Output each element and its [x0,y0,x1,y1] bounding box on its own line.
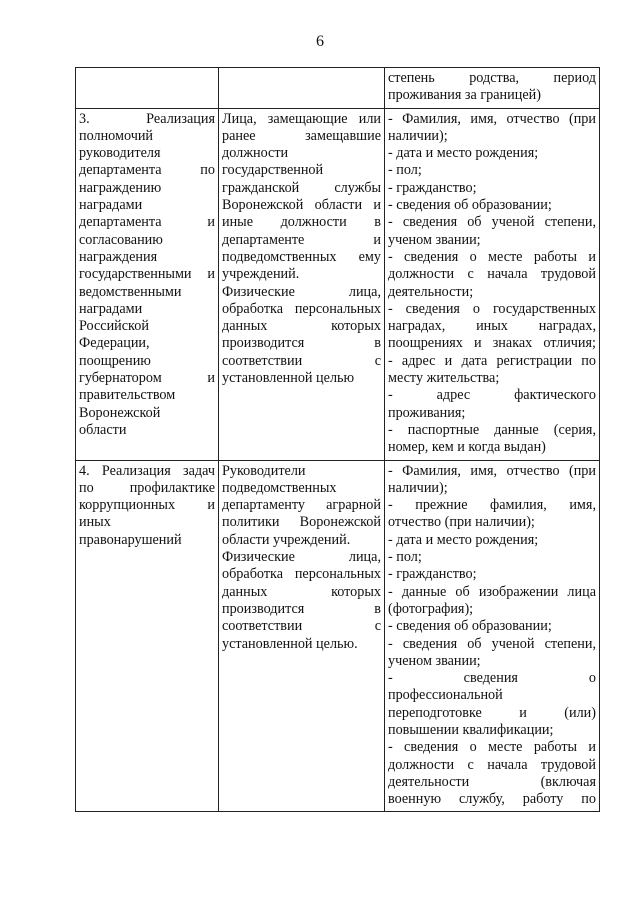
text-line: - сведения о государственных [388,300,596,317]
text-line: Физические лица, [222,549,381,566]
text-line: должности с начала трудовой [388,266,596,283]
text-line: согласованию [79,231,163,248]
text-line: руководителя [79,145,161,162]
text-line: - дата и место рождения; [388,531,539,548]
text-line: должности [222,145,289,162]
text-line: - пол; [388,162,422,179]
subjects-cell [219,460,385,812]
text-line: наградах, иных наградах, [388,318,596,335]
subjects-cell [219,108,385,460]
text-line: - гражданство; [388,179,477,196]
text-line: Физические лица, [222,283,381,300]
table-row [76,108,600,460]
text-line: переподготовке и (или) [388,704,596,721]
text-line: 4. Реализация задач [79,462,215,479]
text-line: департамента по [79,162,215,179]
table-row [76,460,600,812]
text-line: - паспортные данные (серия, [388,421,596,438]
text-line: - Фамилия, имя, отчество (при [388,462,596,479]
text-line: проживания; [388,404,466,421]
text-line: подведомственных ему [222,248,381,265]
text-line: - пол; [388,549,422,566]
text-line: поощрению [79,352,151,369]
text-line: - сведения о месте работы и [388,248,596,265]
text-line: данных которых [222,583,381,600]
text-line: награждению [79,179,162,196]
text-line: правительством [79,387,176,404]
text-line: по профилактике [79,479,215,496]
text-line: Воронежской [79,404,161,421]
text-line: Воронежской области и [222,197,381,214]
text-line: Российской [79,318,149,335]
text-line: ученом звании; [388,231,481,248]
text-line: отчество (при наличии); [388,514,535,531]
text-line: поощрениях и знаках отличия; [388,335,596,352]
text-line: области [79,421,127,438]
text-line: государственной [222,162,324,179]
text-line: производится в [222,335,381,352]
text-line: установленной целью. [222,635,358,652]
table-body [76,68,600,812]
text-line: номер, кем и когда выдан) [388,439,546,456]
text-line: - сведения об ученой степени, [388,635,596,652]
text-line: 3. Реализация [79,110,215,127]
text-line: - адрес фактического [388,387,596,404]
text-line: - данные об изображении лица [388,583,596,600]
purpose-cell [76,68,219,109]
text-line: производится в [222,600,381,617]
text-line: государственными и [79,266,215,283]
text-line: подведомственных [222,479,337,496]
text-line: повышении квалификации; [388,721,554,738]
text-line: политики Воронежской [222,514,381,531]
text-line: департаменте и [222,231,381,248]
text-line: наличии); [388,479,448,496]
text-line: обработка персональных [222,566,381,583]
text-line: профессиональной [388,687,503,704]
text-line: Руководители [222,462,306,479]
text-line: учреждений. [222,266,300,283]
text-line: данных которых [222,318,381,335]
text-line: гражданской службы [222,179,381,196]
text-line: обработка персональных [222,300,381,317]
text-line: проживания за границей) [388,87,541,104]
text-line: наградами [79,197,143,214]
text-line: губернатором и [79,370,215,387]
text-line: ранее замещавшие [222,127,381,144]
data-categories-cell [385,460,600,812]
text-line: ученом звании; [388,652,481,669]
text-line: - прежние фамилия, имя, [388,497,596,514]
text-line: степень родства, период [388,70,596,86]
text-line: военную службу, работу по [388,791,596,808]
text-line: - адрес и дата регистрации по [388,352,596,369]
text-line: департаменту аграрной [222,497,381,514]
table-row [76,68,600,109]
purpose-cell [76,108,219,460]
text-line: - Фамилия, имя, отчество (при [388,110,596,127]
text-line: - сведения об ученой степени, [388,214,596,231]
text-line: Федерации, [79,335,150,352]
text-line: коррупционных и [79,497,215,514]
text-line: полномочий [79,127,154,144]
text-line: установленной целью [222,370,355,387]
text-line: - гражданство; [388,566,477,583]
text-line: департамента и [79,214,215,231]
text-line: правонарушений [79,531,182,548]
text-line: награждения [79,248,158,265]
text-line: соответствии с [222,618,381,635]
purpose-cell [76,460,219,812]
text-line: Лица, замещающие или [222,110,381,127]
text-line: ведомственными [79,283,182,300]
text-line: - дата и место рождения; [388,145,539,162]
text-line: наличии); [388,127,448,144]
text-line: - сведения об образовании; [388,618,552,635]
page-number: 6 [316,33,324,50]
data-categories-cell [385,68,600,109]
text-line: деятельности (включая [388,773,596,790]
text-line: наградами [79,300,143,317]
text-line: (фотография); [388,600,474,617]
text-line: месту жительства; [388,370,500,387]
text-line: соответствии с [222,352,381,369]
text-line: иных [79,514,111,531]
text-line: иные должности в [222,214,381,231]
text-line: - сведения о месте работы и [388,739,596,756]
text-line: - сведения об образовании; [388,197,552,214]
data-categories-cell [385,108,600,460]
text-line: деятельности; [388,283,474,300]
text-line: - сведения о [388,670,596,687]
text-line: должности с начала трудовой [388,756,596,773]
text-line: области учреждений. [222,531,351,548]
subjects-cell [219,68,385,109]
personal-data-table [75,67,600,812]
